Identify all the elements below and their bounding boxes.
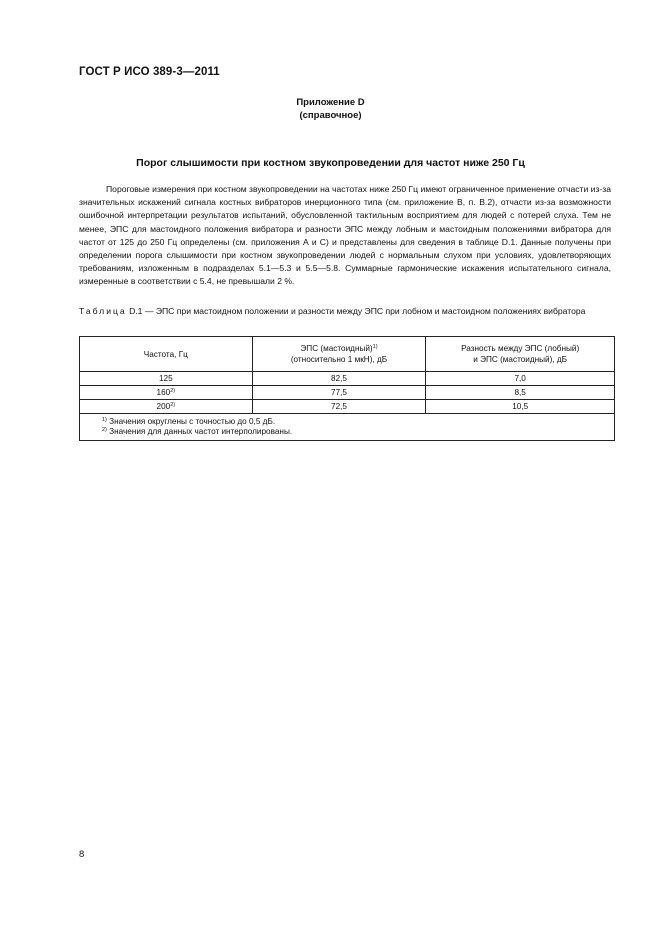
table-row [80,372,615,386]
table-caption-prefix: Таблица [79,306,127,316]
table-caption-text: D.1 — ЭПС при мастоидном положении и разности между ЭПС при лобном и мастоидном положениях вибратора [126,306,586,316]
data-table [79,336,615,441]
header-frequency: Частота, Гц [80,337,253,372]
header-eps-footnote-mark: 1) [372,344,378,350]
cell-frequency [80,400,253,414]
table-header-row [80,337,615,372]
table-notes-row [80,414,615,441]
appendix-heading [0,96,661,122]
cell-frequency [80,372,253,386]
header-eps-line2: (относительно 1 мкН), дБ [290,355,388,364]
footnote-text: Значения округлены с точностью до 0,5 дБ. [106,417,276,426]
cell-difference: 10,5 [426,400,615,414]
header-eps-line1: ЭПС (мастоидный) [300,344,373,353]
table-row [80,400,615,414]
frequency-value: 160 [156,387,171,397]
cell-difference: 7,0 [426,372,615,386]
footnote-mark: 1) [102,417,107,423]
frequency-value: 125 [158,373,173,383]
document-code: ГОСТ Р ИСО 389-3—2011 [79,66,220,78]
appendix-label: Приложение D [296,97,365,108]
cell-eps: 82,5 [252,372,426,386]
appendix-type: (справочное) [299,110,362,121]
table-row [80,386,615,400]
frequency-footnote-mark: 2) [170,387,176,394]
header-diff-line1: Разность между ЭПС (лобный) [461,344,580,353]
header-eps-mastoid [252,337,426,372]
footnote-text: Значения для данных частот интерполированы. [106,427,293,436]
footnote-1 [102,417,614,427]
table-caption [79,305,611,318]
cell-eps: 77,5 [252,386,426,400]
cell-eps: 72,5 [252,400,426,414]
body-paragraph: Пороговые измерения при костном звукопроведении на частотах ниже 250 Гц имеют ограниченное применение отчасти из-за значительных искажений сигнала костных вибраторов инерционного типа (см. приложение В, п. В.2), отчасти из-за возможности ошибочной интерпретации результатов испытаний, обусловленной тактильным восприятием для людей с потерей слуха. Тем не менее, ЭПС для мастоидного положения вибратора и разности ЭПС между лобным и мастоидным положениями вибратора для частот от 125 до 250 Гц определены (см. приложения А и С) и представлены для сведения в таблице D.1. Данные получены при определении порога слышимости при костном звукопроведении людей с нормальным слухом при условиях, удовлетворяющих требованиям, изложенным в подразделах 5.1—5.3 и 5.5—5.8. Суммарные гармонические искажения испытательного сигнала, измеренные в соответствии с 5.4, не превышали 2 %. [79,184,611,287]
cell-difference: 8,5 [426,386,615,400]
footnote-mark: 2) [102,427,107,433]
frequency-value: 200 [156,401,171,411]
table-notes [80,414,615,441]
header-difference [426,337,615,372]
header-diff-line2: и ЭПС (мастоидный), дБ [473,355,568,364]
footnote-2 [102,427,614,437]
cell-frequency [80,386,253,400]
page-number: 8 [79,849,85,860]
frequency-footnote-mark: 2) [170,401,176,408]
section-title: Порог слышимости при костном звукопроведении для частот ниже 250 Гц [136,157,525,169]
